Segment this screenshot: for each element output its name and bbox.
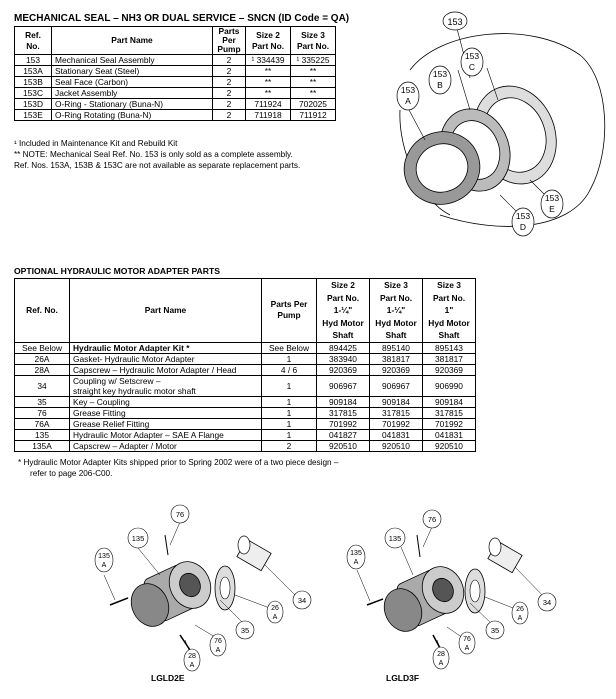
header-size3-line1: Size 3	[301, 29, 325, 40]
size3-cell: **	[291, 77, 336, 88]
part-name-cell: Seal Face (Carbon)	[52, 77, 213, 88]
svg-text:153: 153	[515, 211, 531, 221]
size3a-cell: 317815	[370, 407, 423, 418]
svg-text:135: 135	[131, 534, 145, 543]
header-part-name: Part Name	[70, 279, 262, 343]
header-qty-line1: Parts	[218, 26, 240, 36]
ref-cell: 34	[15, 375, 70, 396]
callout-76a	[459, 632, 475, 654]
header-ref-line2: No.	[26, 40, 40, 51]
svg-text:A: A	[101, 562, 107, 569]
part-name-cell: Grease Relief Fitting	[70, 418, 262, 429]
header-text: Shaft	[332, 330, 354, 340]
header-ref-no: Ref. No.	[15, 279, 70, 343]
part-name-cell: Hydraulic Motor Adapter Kit *	[70, 342, 262, 353]
svg-text:153: 153	[400, 85, 416, 95]
size2-cell: 317815	[317, 407, 370, 418]
table-row	[15, 110, 336, 121]
adapter-parts-table	[14, 278, 476, 452]
table-row	[15, 375, 476, 396]
size2-cell: 906967	[317, 375, 370, 396]
adapter-kit-note: * Hydraulic Motor Adapter Kits shipped prior to Spring 2002 were of a two piece design –	[18, 458, 339, 467]
callout-135a	[95, 548, 113, 572]
header-text: 1-¼"	[386, 305, 406, 315]
qty-cell: 1	[262, 396, 317, 407]
size3a-cell: 920369	[370, 364, 423, 375]
callout-135a	[347, 545, 365, 569]
qty-cell: 2	[262, 440, 317, 451]
callout-153a	[397, 82, 419, 110]
seal-note-kit: ¹ Included in Maintenance Kit and Rebuild Kit	[14, 139, 178, 148]
svg-text:C: C	[468, 62, 476, 72]
size3a-cell: 701992	[370, 418, 423, 429]
size2-cell: **	[246, 88, 291, 99]
table-row	[15, 353, 476, 364]
ref-cell: 153B	[15, 77, 52, 88]
table-row	[15, 88, 336, 99]
header-text: Hyd Motor	[375, 317, 417, 328]
motor-adapter-shape	[124, 555, 218, 633]
header-ref-line1: Ref.	[25, 29, 41, 40]
adapter-diagram-lgld2e	[80, 500, 330, 675]
ref-cell: 135	[15, 429, 70, 440]
header-text: Hyd Motor	[322, 317, 364, 328]
ref-cell: 76A	[15, 418, 70, 429]
qty-cell: 2	[213, 77, 246, 88]
part-name-cell: Stationary Seat (Steel)	[52, 66, 213, 77]
seal-note-replacement: Ref. Nos. 153A, 153B & 153C are not available as separate replacement parts.	[14, 161, 301, 170]
callout-28a	[433, 647, 449, 669]
header-size2-line2: Part No.	[251, 40, 285, 51]
table-row	[15, 55, 336, 66]
header-size3-line2: Part No.	[296, 40, 330, 51]
callout-28a	[184, 649, 200, 671]
table-row	[15, 429, 476, 440]
part-name-cell: Key – Coupling	[70, 396, 262, 407]
ref-cell: 153D	[15, 99, 52, 110]
size2-cell: 711918	[246, 110, 291, 121]
header-text: Size 2	[331, 280, 355, 290]
header-qty-line1: Parts Per	[270, 299, 308, 310]
ref-cell: See Below	[15, 342, 70, 353]
size3b-cell: 041831	[423, 429, 476, 440]
svg-text:A: A	[464, 645, 470, 652]
svg-text:A: A	[189, 662, 195, 669]
size3b-cell: 317815	[423, 407, 476, 418]
qty-cell: 1	[262, 418, 317, 429]
part-name-cell: Grease Fitting	[70, 407, 262, 418]
header-text: 1-¼"	[333, 305, 353, 315]
part-name-cell: O-Ring Rotating (Buna-N)	[52, 110, 213, 121]
qty-cell: 1	[262, 407, 317, 418]
ref-cell: 153A	[15, 66, 52, 77]
header-size3-a	[370, 279, 423, 343]
qty-cell: 2	[213, 55, 246, 66]
capscrew-shape	[110, 598, 128, 605]
header-size2-line1: Size 2	[256, 29, 280, 40]
header-text: Part No.	[326, 292, 360, 303]
header-text: Shaft	[438, 330, 460, 340]
size3b-cell: 909184	[423, 396, 476, 407]
qty-cell: 2	[213, 99, 246, 110]
header-qty-line2: Pump	[277, 310, 301, 321]
size2-cell: 383940	[317, 353, 370, 364]
header-text: Shaft	[385, 330, 407, 340]
callout-26a	[267, 601, 283, 623]
svg-text:135: 135	[350, 550, 362, 557]
size2-cell: 701992	[317, 418, 370, 429]
svg-text:35: 35	[240, 626, 250, 635]
seal-parts-table	[14, 26, 336, 121]
svg-text:153: 153	[544, 193, 560, 203]
ref-cell: 153	[15, 55, 52, 66]
table-row	[15, 66, 336, 77]
qty-cell: See Below	[262, 342, 317, 353]
qty-cell: 1	[262, 429, 317, 440]
svg-text:153: 153	[464, 51, 480, 61]
callout-35	[486, 621, 504, 639]
svg-text:135: 135	[388, 534, 402, 543]
part-name-cell: Capscrew – Adapter / Motor	[70, 440, 262, 451]
ref-cell: 26A	[15, 353, 70, 364]
table-row	[15, 440, 476, 451]
callout-135	[128, 528, 148, 548]
size3a-cell: 895140	[370, 342, 423, 353]
part-name-cell: O-Ring - Stationary (Buna-N)	[52, 99, 213, 110]
svg-text:76: 76	[175, 510, 185, 519]
size3-cell: ¹ 335225	[291, 55, 336, 66]
size2-cell: 894425	[317, 342, 370, 353]
figure-caption-lgld2e: LGLD2E	[151, 673, 185, 683]
motor-adapter-shape	[377, 560, 471, 638]
svg-text:26: 26	[271, 605, 279, 612]
coupling-shape	[237, 536, 271, 571]
size3-cell: 711912	[291, 110, 336, 121]
ref-cell: 76	[15, 407, 70, 418]
size3a-cell: 906967	[370, 375, 423, 396]
callout-26a	[512, 602, 528, 624]
callout-34	[538, 593, 556, 611]
callout-153	[443, 12, 467, 30]
header-size3-b	[423, 279, 476, 343]
size3b-cell: 895143	[423, 342, 476, 353]
seal-table-header	[15, 27, 336, 55]
header-size2	[317, 279, 370, 343]
callout-153e	[541, 190, 563, 218]
svg-text:153: 153	[432, 69, 448, 79]
size2-cell: 041827	[317, 429, 370, 440]
adapter-table-header	[15, 279, 476, 343]
svg-text:34: 34	[542, 598, 552, 607]
size3a-cell: 381817	[370, 353, 423, 364]
qty-cell: 2	[213, 66, 246, 77]
grease-fitting-shape	[417, 535, 420, 557]
svg-text:76: 76	[463, 636, 471, 643]
svg-text:A: A	[438, 660, 444, 667]
part-name-cell: Jacket Assembly	[52, 88, 213, 99]
svg-text:A: A	[215, 647, 221, 654]
adapter-section-title: OPTIONAL HYDRAULIC MOTOR ADAPTER PARTS	[14, 266, 220, 276]
qty-cell: 1	[262, 375, 317, 396]
size2-cell: 920510	[317, 440, 370, 451]
figure-caption-lgld3f: LGLD3F	[386, 673, 420, 683]
svg-text:A: A	[353, 559, 359, 566]
seal-note-assembly: ** NOTE: Mechanical Seal Ref. No. 153 is only sold as a complete assembly.	[14, 150, 293, 159]
size2-cell: **	[246, 66, 291, 77]
callout-76a	[210, 634, 226, 656]
table-row	[15, 396, 476, 407]
header-text: Part No.	[432, 292, 466, 303]
ref-cell: 28A	[15, 364, 70, 375]
callout-76	[171, 505, 189, 523]
svg-text:34: 34	[297, 596, 307, 605]
svg-text:D: D	[519, 222, 527, 232]
ref-cell: 135A	[15, 440, 70, 451]
svg-text:35: 35	[490, 626, 500, 635]
size3a-cell: 041831	[370, 429, 423, 440]
svg-text:A: A	[405, 96, 411, 106]
svg-text:E: E	[549, 204, 555, 214]
size3b-cell: 920510	[423, 440, 476, 451]
size3-cell: **	[291, 88, 336, 99]
header-text: Part No.	[379, 292, 413, 303]
size2-cell: 711924	[246, 99, 291, 110]
qty-cell: 2	[213, 110, 246, 121]
part-name-cell	[70, 375, 262, 396]
seal-section-title: MECHANICAL SEAL – NH3 OR DUAL SERVICE – SNCN (ID Code = QA)	[14, 13, 350, 24]
adapter-diagram-lgld3f	[335, 505, 575, 675]
callout-35	[236, 621, 254, 639]
size3b-cell: 906990	[423, 375, 476, 396]
svg-text:135: 135	[98, 553, 110, 560]
size3b-cell: 381817	[423, 353, 476, 364]
svg-text:A: A	[272, 614, 278, 621]
header-text: Hyd Motor	[428, 317, 470, 328]
ref-cell: 35	[15, 396, 70, 407]
size3a-cell: 909184	[370, 396, 423, 407]
svg-text:26: 26	[516, 606, 524, 613]
table-row	[15, 364, 476, 375]
header-text: Size 3	[384, 280, 408, 290]
part-name-cell: Mechanical Seal Assembly	[52, 55, 213, 66]
qty-cell: 2	[213, 88, 246, 99]
part-name-cell: Hydraulic Motor Adapter – SAE A Flange	[70, 429, 262, 440]
size2-cell: 920369	[317, 364, 370, 375]
part-name-cell: Capscrew – Hydraulic Motor Adapter / Head	[70, 364, 262, 375]
ref-cell: 153E	[15, 110, 52, 121]
size2-cell: **	[246, 77, 291, 88]
grease-fitting-shape	[165, 535, 168, 555]
header-qty-line2: Per	[222, 35, 236, 45]
svg-text:28: 28	[188, 653, 196, 660]
callout-34	[293, 591, 311, 609]
qty-cell: 1	[262, 353, 317, 364]
size3b-cell: 701992	[423, 418, 476, 429]
table-row	[15, 77, 336, 88]
table-row	[15, 99, 336, 110]
size2-cell: 909184	[317, 396, 370, 407]
svg-text:A: A	[517, 615, 523, 622]
svg-text:B: B	[437, 80, 443, 90]
part-name-line2: straight key hydraulic motor shaft	[73, 385, 196, 396]
size3a-cell: 920510	[370, 440, 423, 451]
size2-cell: ¹ 334439	[246, 55, 291, 66]
adapter-kit-note-ref: refer to page 206-C00.	[30, 469, 113, 478]
part-name-cell: Gasket- Hydraulic Motor Adapter	[70, 353, 262, 364]
callout-153c	[461, 48, 483, 76]
table-row	[15, 418, 476, 429]
coupling-shape	[488, 538, 522, 573]
callout-153b	[429, 66, 451, 94]
header-text: Size 3	[437, 280, 461, 290]
qty-cell: 4 / 6	[262, 364, 317, 375]
ref-cell: 153C	[15, 88, 52, 99]
callout-153d	[512, 208, 534, 236]
size3b-cell: 920369	[423, 364, 476, 375]
mechanical-seal-diagram	[380, 0, 616, 240]
svg-text:76: 76	[214, 638, 222, 645]
table-row	[15, 342, 476, 353]
callout-135	[385, 528, 405, 548]
svg-text:28: 28	[437, 651, 445, 658]
size3-cell: 702025	[291, 99, 336, 110]
callout-76	[423, 510, 441, 528]
size3-cell: **	[291, 66, 336, 77]
part-name-line1: Coupling w/ Setscrew –	[73, 375, 161, 386]
table-row	[15, 407, 476, 418]
svg-text:76: 76	[427, 515, 437, 524]
header-text: 1"	[444, 305, 454, 315]
header-qty-line3: Pump	[217, 44, 241, 54]
header-part-name: Part Name	[52, 27, 213, 55]
svg-text:153: 153	[447, 17, 463, 27]
